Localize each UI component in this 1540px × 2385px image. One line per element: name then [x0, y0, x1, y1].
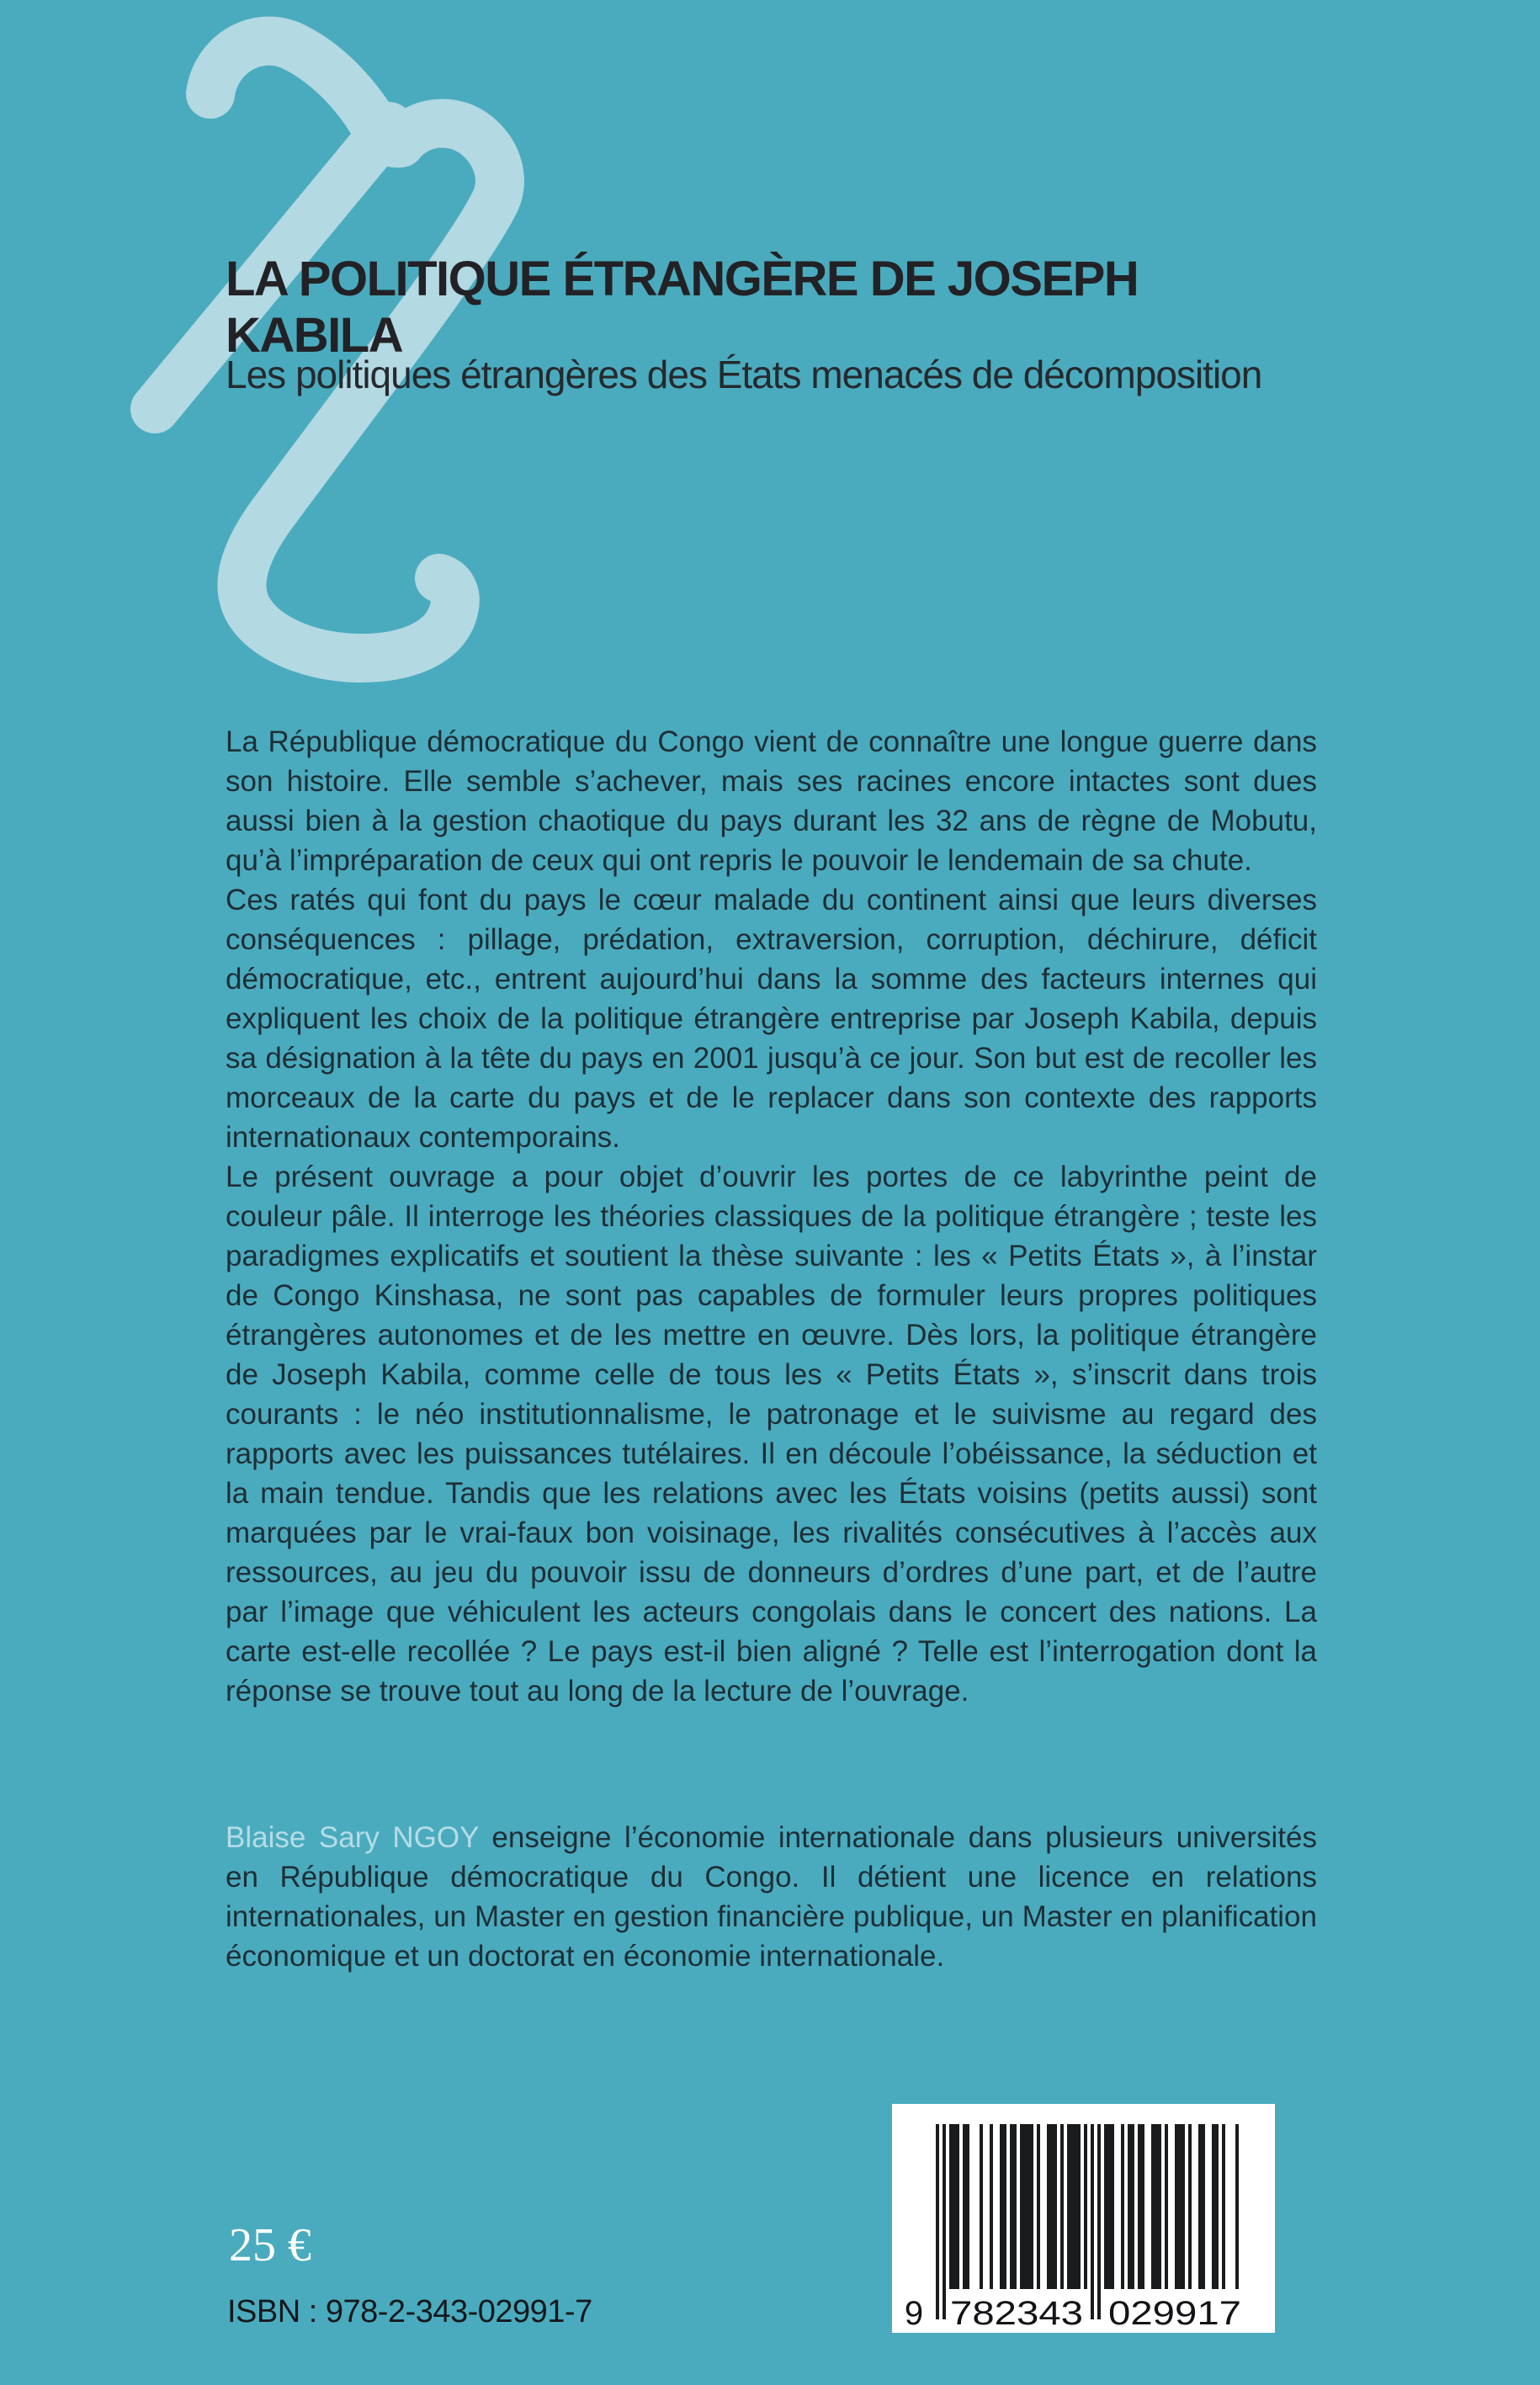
book-title: LA POLITIQUE ÉTRANGÈRE DE JOSEPH KABILA [226, 252, 1139, 363]
svg-text:9: 9 [904, 2295, 924, 2332]
author-name: Blaise Sary NGOY [226, 1821, 479, 1854]
author-bio-text: enseigne l’économie internationale dans plusieurs universités en République démocratique du Congo. Il détient une licence en relations internationales, un Master en gestion financière publique, un Master en planification économique et un doctorat en économie internationale. [226, 1821, 1317, 1973]
svg-text:029917: 029917 [1108, 2295, 1241, 2332]
synopsis-paragraph-3: Le présent ouvrage a pour objet d’ouvrir les portes de ce labyrinthe peint de couleur pâle. Il interroge les théories classiques de la politique étrangère ; teste les paradigmes explicatifs et soutient la thèse suivante : les « Petits États », à l’instar de Congo Kinshasa, ne sont pas capables de formuler leurs propres politiques étrangères autonomes et de les mettre en œuvre. Dès lors, la politique étrangère de Joseph Kabila, comme celle de tous les « Petits États », s’inscrit dans trois courants : le néo institutionnalisme, le patronage et le suivisme au regard des rapports avec les puissances tutélaires. Il en découle l’obéissance, la séduction et la main tendue. Tandis que les relations avec les États voisins (petits aussi) sont marquées par le vrai-faux bon voisinage, les rivalités consécutives à l’accès aux ressources, au jeu du pouvoir issu de donneurs d’ordres d’une part, et de l’autre par l’image que véhiculent les acteurs congolais dans le concert des nations. La carte est-elle recollée ? Le pays est-il bien aligné ? Telle est l’interrogation dont la réponse se trouve tout au long de la lecture de l’ouvrage. [226, 1161, 1317, 1708]
author-bio [226, 1818, 1317, 1976]
synopsis-block [226, 722, 1317, 1711]
svg-text:782343: 782343 [950, 2295, 1083, 2332]
ean13-barcode [892, 2104, 1275, 2333]
isbn-label: ISBN : 978-2-343-02991-7 [227, 2294, 592, 2329]
synopsis-paragraph-1: La République démocratique du Congo vient de connaître une longue guerre dans son histoire. Elle semble s’achever, mais ses racines encore intactes sont dues aussi bien à la gestion chaotique du pays durant les 32 ans de règne de Mobutu, qu’à l’impréparation de ceux qui ont repris le pouvoir le lendemain de sa chute. [226, 725, 1317, 877]
synopsis-paragraph-2: Ces ratés qui font du pays le cœur malade du continent ainsi que leurs diverses conséquences : pillage, prédation, extraversion, corruption, déchirure, déficit démocratique, etc., entrent aujourd’hui dans la somme des facteurs internes qui expliquent les choix de la politique étrangère entreprise par Joseph Kabila, depuis sa désignation à la tête du pays en 2001 jusqu’à ce jour. Son but est de recoller les morceaux de la carte du pays et de le replacer dans son contexte des rapports internationaux contemporains. [226, 884, 1317, 1154]
barcode [892, 2104, 1275, 2333]
book-subtitle: Les politiques étrangères des États menacés de décomposition [226, 353, 1262, 396]
price-label: 25 € [229, 2219, 311, 2271]
